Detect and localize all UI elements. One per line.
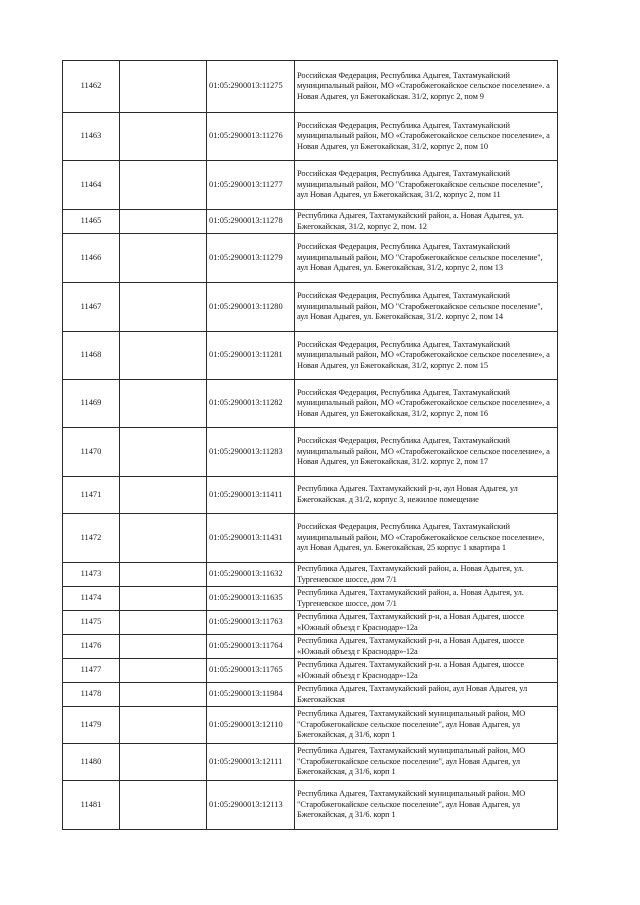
cadastral-number-cell: 01:05:2900013:11984 <box>207 683 295 707</box>
empty-cell <box>120 744 207 781</box>
empty-cell <box>120 61 207 113</box>
empty-cell <box>120 707 207 744</box>
row-number-cell: 11474 <box>63 587 120 611</box>
table-row <box>63 380 558 428</box>
cadastral-number-cell: 01:05:2900013:11431 <box>207 514 295 563</box>
address-cell: Российская Федерация, Республика Адыгея, Тахтамукайский муниципальный район, МО «Старобжегокайское сельское поселение», аул Новая Адыгея, ул. Бжегокайская, 25 корпус 1 квартира 1 <box>295 514 558 563</box>
address-cell: Республика Адыгея, Тахтамукайский муниципальный район. МО "Старобжегокайское сельское поселение", аул Новая Адыгея, ул Бжегокайская, д 31/6. корп 1 <box>295 781 558 830</box>
address-cell: Российская Федерация, Республика Адыгея, Тахтамукайский муниципальный район, МО «Старобжегокайское сельское поселение», а Новая Адыгея, ул Бжегокайская, 31/2. корпус 2, пом 17 <box>295 428 558 477</box>
row-number-cell: 11470 <box>63 428 120 477</box>
row-number-cell: 11464 <box>63 161 120 210</box>
cadastral-number-cell: 01:05:2900013:11411 <box>207 477 295 514</box>
empty-cell <box>120 659 207 683</box>
address-cell: Республика Адыгея, Тахтамукайский муниципальный район, МО "Старобжегокайское сельское поселение", аул Новая Адыгея, ул Бжегокайская, д 31/6, корп 1 <box>295 744 558 781</box>
empty-cell <box>120 113 207 161</box>
table-row <box>63 744 558 781</box>
table-row <box>63 514 558 563</box>
row-number-cell: 11471 <box>63 477 120 514</box>
registry-table <box>62 60 558 830</box>
address-cell: Российская Федерация, Республика Адыгея, Тахтамукайский муниципальный район, МО «Старобжегокайское сельское поселение», а Новая Адыгея, ул Бжегокайская, 31/2, корпус 2, пом 16 <box>295 380 558 428</box>
empty-cell <box>120 683 207 707</box>
address-cell: Республика Адыгея, Тахтамукайский р-н, а Новая Адыгея, шоссе «Южный объезд г Краснодар»-12а <box>295 635 558 659</box>
registry-body <box>63 61 558 830</box>
table-row <box>63 283 558 332</box>
row-number-cell: 11468 <box>63 332 120 380</box>
address-cell: Российская Федерация, Республика Адыгея, Тахтамукайский муниципальный район, МО "Старобжегокайское сельское поселение", аул Новая Адыгея, ул Бжегокайская, 31/2, корпус 2, пом 11 <box>295 161 558 210</box>
table-row <box>63 587 558 611</box>
cadastral-number-cell: 01:05:2900013:11635 <box>207 587 295 611</box>
address-cell: Республика Адыгея, Тахтамукайский район, а. Новая Адыгея, ул. Тургеневское шоссе, дом 7/1 <box>295 587 558 611</box>
cadastral-number-cell: 01:05:2900013:12113 <box>207 781 295 830</box>
table-row <box>63 477 558 514</box>
table-row <box>63 210 558 234</box>
empty-cell <box>120 563 207 587</box>
address-cell: Российская Федерация, Республика Адыгея, Тахтамукайский муниципальный район, МО "Старобжегокайское сельское поселение", аул Новая Адыгея, ул. Бжегокайская, 31/2, корпус 2, пом 13 <box>295 234 558 283</box>
empty-cell <box>120 210 207 234</box>
row-number-cell: 11463 <box>63 113 120 161</box>
cadastral-number-cell: 01:05:2900013:11280 <box>207 283 295 332</box>
address-cell: Республика Адыгея, Тахтамукайский район, а. Новая Адыгея, ул. Бжегокайская, 31/2, корпус 2, пом. 12 <box>295 210 558 234</box>
address-cell: Республика Адыгея, Тахтамукайский муниципальный район, МО "Старобжегокайское сельское поселение", аул Новая Адыгея, ул Бжегокайская, д 31/6, корп 1 <box>295 707 558 744</box>
cadastral-number-cell: 01:05:2900013:11279 <box>207 234 295 283</box>
empty-cell <box>120 781 207 830</box>
empty-cell <box>120 635 207 659</box>
table-row <box>63 611 558 635</box>
cadastral-number-cell: 01:05:2900013:11281 <box>207 332 295 380</box>
table-row <box>63 781 558 830</box>
row-number-cell: 11467 <box>63 283 120 332</box>
empty-cell <box>120 587 207 611</box>
cadastral-number-cell: 01:05:2900013:12110 <box>207 707 295 744</box>
table-row <box>63 659 558 683</box>
empty-cell <box>120 161 207 210</box>
table-row <box>63 332 558 380</box>
empty-cell <box>120 611 207 635</box>
cadastral-number-cell: 01:05:2900013:12111 <box>207 744 295 781</box>
row-number-cell: 11479 <box>63 707 120 744</box>
row-number-cell: 11480 <box>63 744 120 781</box>
table-row <box>63 234 558 283</box>
row-number-cell: 11465 <box>63 210 120 234</box>
empty-cell <box>120 477 207 514</box>
row-number-cell: 11473 <box>63 563 120 587</box>
table-row <box>63 428 558 477</box>
empty-cell <box>120 332 207 380</box>
cadastral-number-cell: 01:05:2900013:11283 <box>207 428 295 477</box>
row-number-cell: 11476 <box>63 635 120 659</box>
empty-cell <box>120 234 207 283</box>
address-cell: Российская Федерация, Республика Адыгея, Тахтамукайский муниципальный район, МО «Старобжегокайское сельское поселение», а Новая Адыгея, ул Бжегокайская, 31/2, корпус 2, пом 10 <box>295 113 558 161</box>
row-number-cell: 11481 <box>63 781 120 830</box>
table-row <box>63 61 558 113</box>
table-row <box>63 161 558 210</box>
table-row <box>63 707 558 744</box>
address-cell: Республика Адыгея, Тахтамукайский р-н, а Новая Адыгея, шоссе «Южный объезд г Краснодар»-12а <box>295 611 558 635</box>
row-number-cell: 11478 <box>63 683 120 707</box>
empty-cell <box>120 514 207 563</box>
table-row <box>63 563 558 587</box>
cadastral-number-cell: 01:05:2900013:11765 <box>207 659 295 683</box>
cadastral-number-cell: 01:05:2900013:11764 <box>207 635 295 659</box>
address-cell: Российская Федерация, Республика Адыгея, Тахтамукайский муниципальный район, МО «Старобжегокайское сельское поселение». а Новая Адыгея, ул Бжегокайская. 31/2, корпус 2, пом 9 <box>295 61 558 113</box>
address-cell: Республика Адыгея, Тахтамукайский район, а. Новая Адыгея, ул. Тургеневское шоссе, дом 7/1 <box>295 563 558 587</box>
cadastral-number-cell: 01:05:2900013:11763 <box>207 611 295 635</box>
empty-cell <box>120 428 207 477</box>
cadastral-number-cell: 01:05:2900013:11275 <box>207 61 295 113</box>
cadastral-number-cell: 01:05:2900013:11632 <box>207 563 295 587</box>
row-number-cell: 11472 <box>63 514 120 563</box>
row-number-cell: 11462 <box>63 61 120 113</box>
table-row <box>63 635 558 659</box>
row-number-cell: 11477 <box>63 659 120 683</box>
table-row <box>63 113 558 161</box>
cadastral-number-cell: 01:05:2900013:11276 <box>207 113 295 161</box>
table-row <box>63 683 558 707</box>
cadastral-number-cell: 01:05:2900013:11278 <box>207 210 295 234</box>
address-cell: Российская Федерация, Республика Адыгея, Тахтамукайский муниципальный район, МО «Старобжегокайское сельское поселение», а Новая Адыгея, ул Бжегокайская, 31/2, корпус 2. пом 15 <box>295 332 558 380</box>
empty-cell <box>120 380 207 428</box>
cadastral-number-cell: 01:05:2900013:11277 <box>207 161 295 210</box>
row-number-cell: 11475 <box>63 611 120 635</box>
row-number-cell: 11469 <box>63 380 120 428</box>
address-cell: Российская Федерация, Республика Адыгея, Тахтамукайский муниципальный район, МО "Старобжегокайское сельское поселение", аул Новая Адыгея, ул. Бжегокайская, 31/2. корпус 2, пом 14 <box>295 283 558 332</box>
empty-cell <box>120 283 207 332</box>
row-number-cell: 11466 <box>63 234 120 283</box>
address-cell: Республика Адыгея, Тахтамукайский район, аул Новая Адыгея, ул Бжегокайская <box>295 683 558 707</box>
address-cell: Республика Адыгея. Тахтамукайский р-н, аул Новая Адыгея, ул Бжегокайская. д 31/2, корпус 3, нежилое помещение <box>295 477 558 514</box>
address-cell: Республика Адыгея. Тахтамукайский р-н. а Новая Адыгея, шоссе «Южный объезд г Краснодар»-12а <box>295 659 558 683</box>
cadastral-number-cell: 01:05:2900013:11282 <box>207 380 295 428</box>
